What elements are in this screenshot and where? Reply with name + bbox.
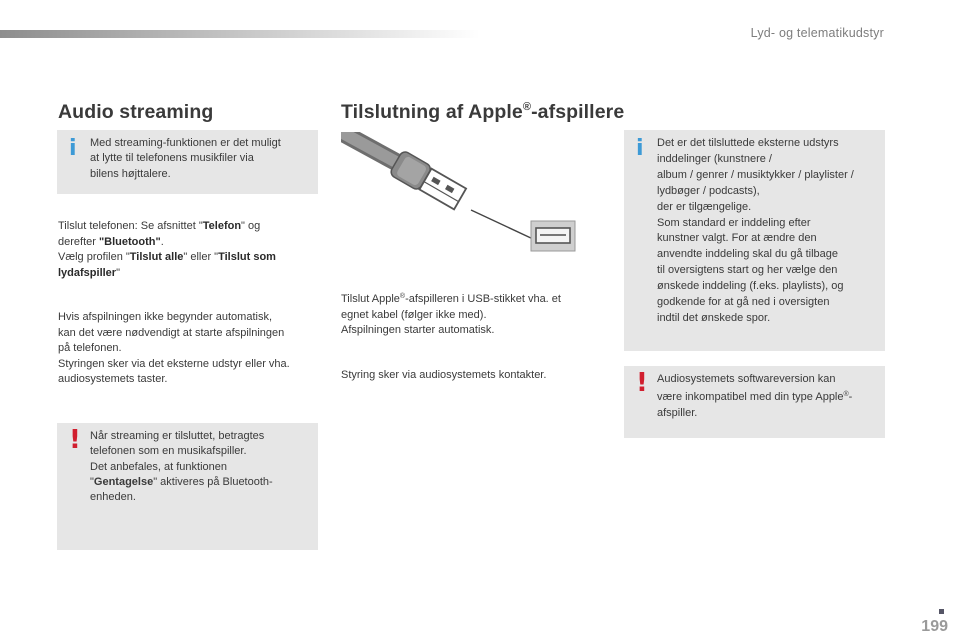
info-icon: i (69, 136, 77, 161)
info-icon: i (636, 136, 644, 161)
heading-apple-connection: Tilslutning af Apple®-afspillere (341, 101, 625, 123)
header-bar (0, 30, 480, 38)
warning-icon: ! (69, 425, 81, 455)
info-box-text: Det er det tilsluttede eksterne udstyrs inddelinger (kunstnere / album / genrer / musiktykker / playlister / lydbøger / podcasts), der er tilgængelige. Som standard er inddeling efter kunstner valgt. For at ændre den anvendte inddeling skal du gå tilbage til oversigtens start og her vælge den ønskede inddeling (f.eks. playlists), og godkende for at gå ned i oversigten indtil det ønskede spor. (657, 137, 854, 324)
usb-cable-illustration (341, 132, 581, 262)
info-box-apple-categories (624, 130, 885, 351)
info-box-streaming (57, 130, 318, 194)
connect-instructions: Tilslut telefonen: Se afsnittet "Telefon" og derefter "Bluetooth". Vælg profilen "Tilslut alle" eller "Tilslut som lydafspiller" (58, 220, 276, 279)
warning-box-text: Når streaming er tilsluttet, betragtes telefonen som en musikafspiller. Det anbefales, at funktionen "Gentagelse" aktiveres på Bluetooth- enheden. (90, 430, 273, 504)
section-title: Lyd- og telematikudstyr (750, 26, 884, 40)
page-number: 199 (921, 618, 948, 635)
apple-control-text: Styring sker via audiosystemets kontakter. (341, 369, 547, 381)
apple-connect-text: Tilslut Apple®-afspilleren i USB-stikket vha. et egnet kabel (følger ikke med). Afspilningen starter automatisk. (341, 293, 561, 337)
playback-note: Hvis afspilningen ikke begynder automatisk, kan det være nødvendigt at starte afspilningen på telefonen. Styringen sker via det eksterne udstyr eller vha. audiosystemets taster. (58, 311, 290, 386)
page-marker (939, 609, 944, 614)
warning-box-streaming (57, 423, 318, 550)
heading-audio-streaming: Audio streaming (58, 101, 214, 123)
warning-icon: ! (636, 368, 648, 398)
warning-box-apple (624, 366, 885, 438)
warning-box-text: Audiosystemets softwareversion kan være inkompatibel med din type Apple®- afspiller. (657, 373, 853, 419)
info-box-text: Med streaming-funktionen er det muligt at lytte til telefonens musikfiler via bilens højttalere. (90, 137, 281, 180)
